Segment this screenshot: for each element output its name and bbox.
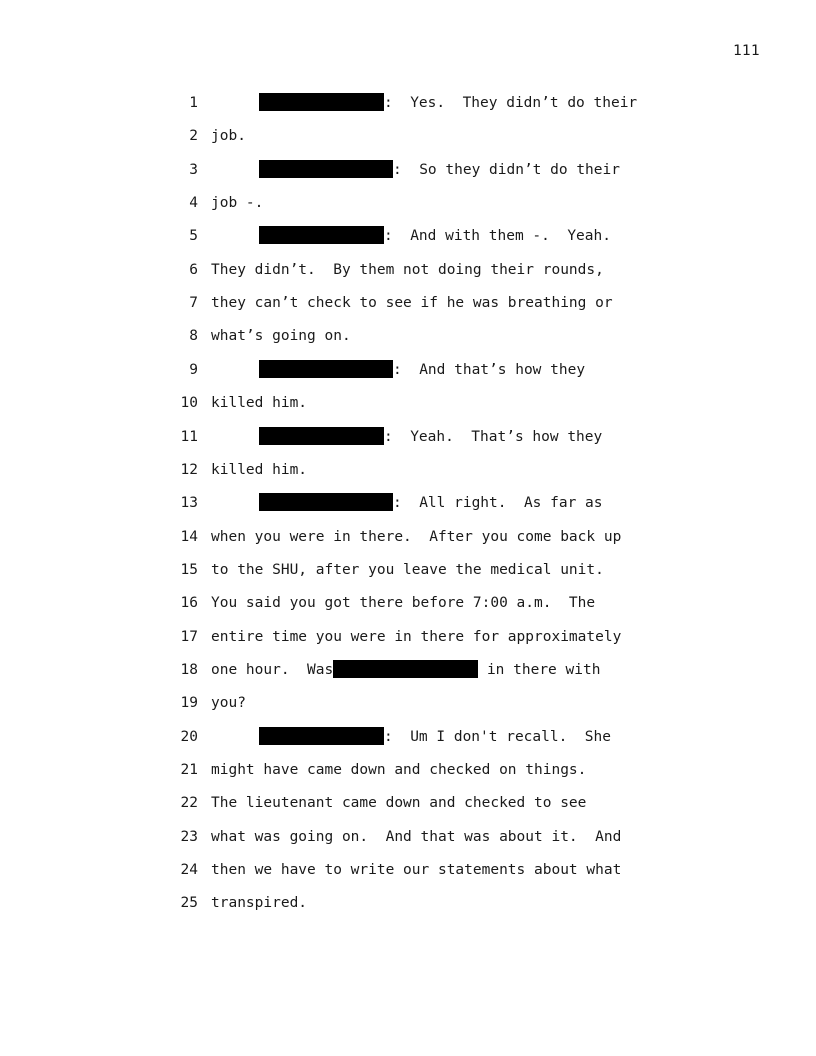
line-text xyxy=(211,325,351,347)
line-number: 5 xyxy=(189,228,198,245)
line-number: 15 xyxy=(180,561,198,578)
line-text xyxy=(211,826,621,848)
speaker-redaction xyxy=(259,160,393,178)
line-number: 1 xyxy=(189,95,198,111)
line-text xyxy=(211,259,604,281)
line-text-content: what was going on. And that was about it. And xyxy=(211,828,622,845)
line-text-content: killed him. xyxy=(211,461,308,478)
line-text xyxy=(211,626,621,648)
transcript-line xyxy=(0,826,816,848)
line-text-content: : And with them -. Yeah. xyxy=(384,228,611,245)
transcript-line xyxy=(0,526,816,548)
speaker-redaction xyxy=(259,360,393,378)
line-text xyxy=(259,225,611,247)
line-number: 16 xyxy=(180,595,198,612)
transcript-line xyxy=(0,92,816,114)
line-number: 22 xyxy=(180,795,198,812)
line-text xyxy=(211,859,621,881)
transcript-line xyxy=(0,592,816,614)
line-text-continuation: in there with xyxy=(478,661,601,678)
line-text-content: job -. xyxy=(211,195,264,212)
line-number: 19 xyxy=(180,695,198,712)
transcript-line xyxy=(0,859,816,881)
transcript-line xyxy=(0,692,816,714)
transcript-line xyxy=(0,159,816,181)
line-text xyxy=(259,492,603,514)
transcript-line xyxy=(0,125,816,147)
line-number: 2 xyxy=(189,128,198,145)
line-text-content: : All right. As far as xyxy=(393,495,603,512)
transcript-line xyxy=(0,559,816,581)
line-number: 14 xyxy=(180,528,198,545)
line-text-content: killed him. xyxy=(211,395,308,412)
line-number: 11 xyxy=(180,428,198,445)
line-text-content: The lieutenant came down and checked to see xyxy=(211,795,587,812)
line-text-content: : Um I don't recall. She xyxy=(384,728,611,745)
line-text-content: You said you got there before 7:00 a.m. The xyxy=(211,595,596,612)
line-text-content: entire time you were in there for approximately xyxy=(211,628,622,645)
line-number: 9 xyxy=(189,361,198,378)
transcript-line xyxy=(0,726,816,748)
line-text-content: transpired. xyxy=(211,895,308,912)
line-text-content: what’s going on. xyxy=(211,328,351,345)
line-text xyxy=(211,692,246,714)
transcript-line xyxy=(0,392,816,414)
line-text xyxy=(211,592,595,614)
line-text-content: then we have to write our statements about what xyxy=(211,862,622,879)
transcript-line xyxy=(0,292,816,314)
line-number: 3 xyxy=(189,161,198,178)
line-text xyxy=(211,792,586,814)
transcript-line xyxy=(0,892,816,914)
transcript-line xyxy=(0,225,816,247)
line-number: 18 xyxy=(180,661,198,678)
speaker-redaction xyxy=(259,727,384,745)
line-text-content: : Yeah. That’s how they xyxy=(384,428,603,445)
line-number: 24 xyxy=(180,862,198,879)
transcript-line xyxy=(0,759,816,781)
line-text-content: They didn’t. By them not doing their rounds, xyxy=(211,261,604,278)
line-text xyxy=(211,392,307,414)
line-text xyxy=(211,459,307,481)
speaker-redaction xyxy=(259,427,384,445)
line-number: 13 xyxy=(180,495,198,512)
line-text xyxy=(259,159,620,181)
line-number: 12 xyxy=(180,461,198,478)
line-number: 21 xyxy=(180,762,198,778)
line-number: 23 xyxy=(180,828,198,845)
line-number: 17 xyxy=(180,628,198,645)
line-text-content: job. xyxy=(211,128,246,145)
transcript-line xyxy=(0,626,816,648)
line-number: 6 xyxy=(189,261,198,278)
line-number: 7 xyxy=(189,295,198,312)
line-text-content: they can’t check to see if he was breathing or xyxy=(211,295,613,312)
transcript-line xyxy=(0,192,816,214)
line-text-content: : So they didn’t do their xyxy=(393,161,620,178)
line-text xyxy=(211,526,621,548)
line-text xyxy=(211,659,600,681)
line-number: 4 xyxy=(189,195,198,212)
line-text xyxy=(259,92,637,114)
line-text-content: : And that’s how they xyxy=(393,361,586,378)
line-text-content: when you were in there. After you come back up xyxy=(211,528,622,545)
line-text xyxy=(259,726,611,748)
transcript-line xyxy=(0,325,816,347)
line-text-content: : Yes. They didn’t do their xyxy=(384,95,638,111)
line-text xyxy=(259,359,585,381)
transcript-line xyxy=(0,426,816,448)
line-text xyxy=(211,292,613,314)
line-number: 8 xyxy=(189,328,198,345)
line-text xyxy=(259,426,602,448)
line-text xyxy=(211,892,307,914)
speaker-redaction xyxy=(259,93,384,111)
speaker-redaction xyxy=(259,493,393,511)
page-number: 111 xyxy=(733,43,760,59)
line-text xyxy=(211,559,604,581)
speaker-redaction xyxy=(259,226,384,244)
line-number: 25 xyxy=(180,895,198,912)
transcript-line xyxy=(0,659,816,681)
transcript-line xyxy=(0,459,816,481)
line-text xyxy=(211,125,246,147)
line-number: 10 xyxy=(180,395,198,412)
line-number: 20 xyxy=(180,728,198,745)
line-text-content: to the SHU, after you leave the medical unit. xyxy=(211,561,604,578)
line-text-content: one hour. Was xyxy=(211,661,334,678)
line-text-content: you? xyxy=(211,695,246,712)
transcript-line xyxy=(0,492,816,514)
transcript-line xyxy=(0,259,816,281)
line-text xyxy=(211,192,263,214)
transcript-line xyxy=(0,359,816,381)
transcript-line xyxy=(0,792,816,814)
line-text xyxy=(211,759,586,781)
line-text-content: might have came down and checked on things. xyxy=(211,762,587,778)
name-redaction xyxy=(333,660,478,678)
